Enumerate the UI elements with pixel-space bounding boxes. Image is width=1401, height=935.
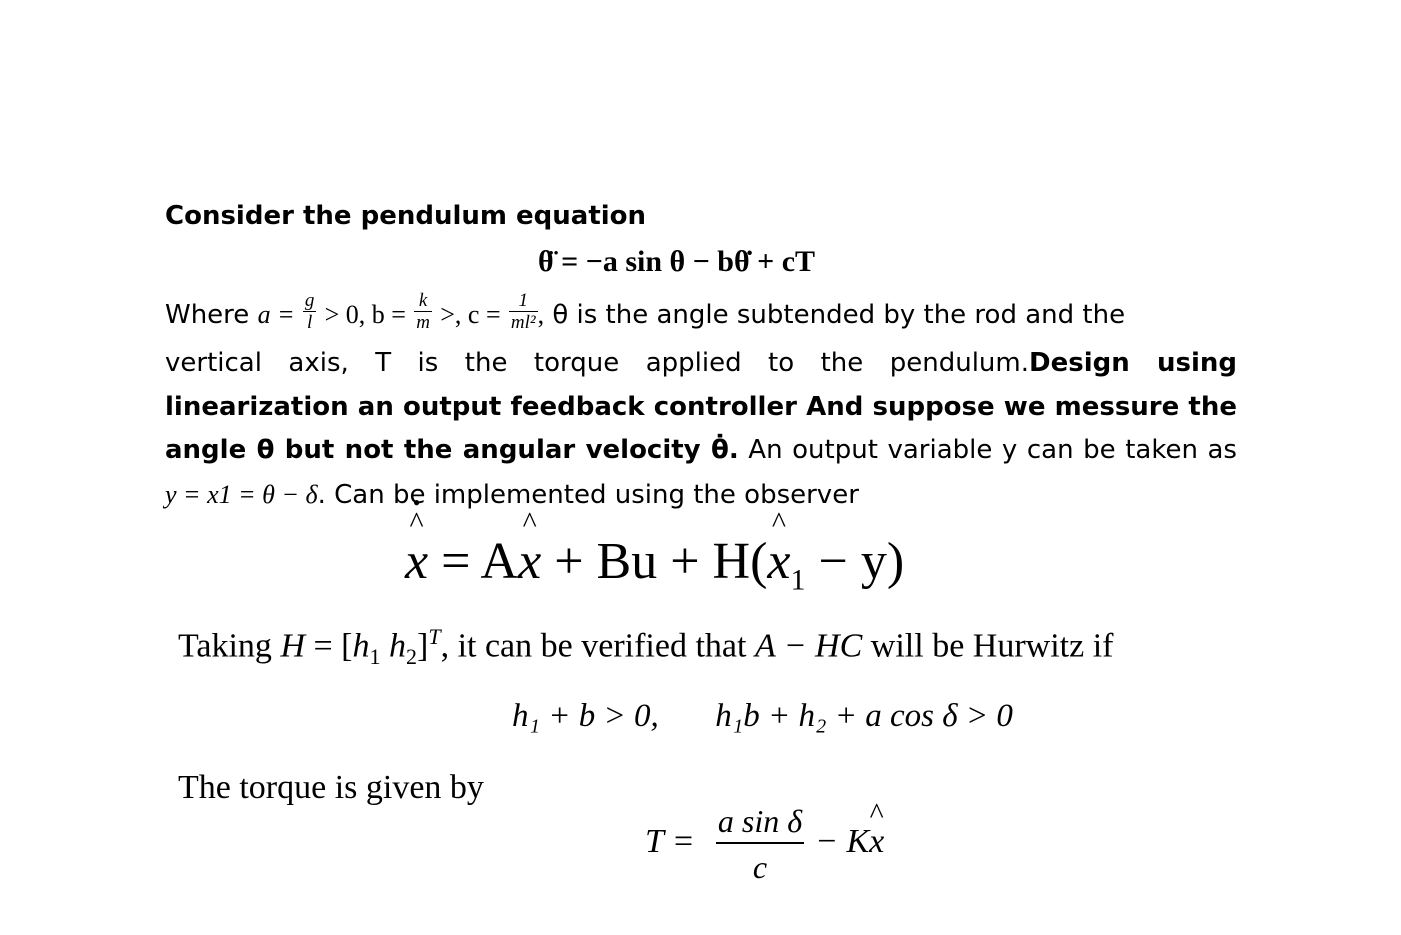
a-def: a = xyxy=(257,300,295,329)
paragraph-text-1: vertical axis, T is the torque applied to the pendulum. xyxy=(165,348,1029,378)
torque-fraction xyxy=(712,802,808,884)
torque-numerator: a sin δ xyxy=(717,803,803,839)
torque-denominator: c xyxy=(752,849,768,885)
a-fraction xyxy=(303,291,317,334)
taking-eq: = [ xyxy=(305,627,353,665)
theta-description: θ is the angle subtended by the rod and the xyxy=(544,300,1126,330)
problem-paragraph xyxy=(165,342,1237,517)
x-hat: ^ x xyxy=(518,532,541,591)
x1-hat: ^ x xyxy=(767,532,790,591)
observer-rhs-1: = A xyxy=(428,533,519,590)
b-denominator: m xyxy=(416,312,430,333)
condition-2: h₁b + h₂ + a cos δ > 0 xyxy=(715,698,1013,734)
x-hat-dot: ^ x • xyxy=(405,532,428,591)
c-numerator: 1 xyxy=(509,291,538,312)
fraction-bar xyxy=(716,842,804,844)
taking-h2: h xyxy=(380,627,406,665)
paragraph-text-2: An output variable y can be taken as xyxy=(738,435,1237,465)
hurwitz-statement xyxy=(178,624,1113,670)
c-denominator: ml² xyxy=(510,312,536,333)
a-numerator: g xyxy=(304,290,315,311)
a-denominator: l xyxy=(306,312,313,333)
taking-text: Taking xyxy=(178,627,281,665)
taking-H: H xyxy=(280,627,305,665)
paragraph-bold-task: Design using linearization an output feedback controller And suppose we messure the angle θ but not the angular velocity θ̇. xyxy=(165,348,1237,465)
torque-minus-K: − K xyxy=(815,823,870,860)
taking-close: ] xyxy=(417,627,429,665)
b-numerator: k xyxy=(414,291,432,312)
observer-equation xyxy=(405,532,904,597)
taking-end: will be Hurwitz if xyxy=(862,627,1114,665)
where-line xyxy=(165,290,1126,337)
pendulum-equation-text: θ̈ = −a sin θ − bθ̇ + cT xyxy=(538,245,816,278)
observer-rhs-2: + Bu + H( xyxy=(541,533,768,590)
taking-h1: h xyxy=(352,627,370,665)
observer-rhs-3: − y) xyxy=(805,533,905,590)
c-comma: , xyxy=(537,300,545,329)
taking-h1-sub: 1 xyxy=(369,644,381,670)
hurwitz-conditions xyxy=(512,698,1013,735)
torque-lhs: T = xyxy=(645,823,695,860)
pendulum-equation xyxy=(538,245,815,279)
taking-h2-sub: 2 xyxy=(406,644,417,670)
c-def: >, c = xyxy=(440,300,501,329)
c-fraction xyxy=(509,291,538,334)
paragraph-text-3: . Can be implemented using the observer xyxy=(317,479,859,510)
b-def: > 0, b = xyxy=(324,300,406,329)
torque-label: The torque is given by xyxy=(178,769,484,806)
condition-1: h₁ + b > 0, xyxy=(512,698,659,734)
where-prefix: Where xyxy=(165,300,250,330)
heading: Consider the pendulum equation xyxy=(165,201,647,231)
torque-rhs xyxy=(815,823,884,861)
torque-x-hat: ^ x xyxy=(869,823,884,861)
b-fraction xyxy=(414,291,432,334)
taking-transpose: T xyxy=(428,624,441,649)
output-variable-equation: y = x1 = θ − δ xyxy=(165,479,318,509)
taking-mid: , it can be verified that xyxy=(440,627,755,665)
x1-subscript: 1 xyxy=(790,563,806,597)
taking-A-HC: A − HC xyxy=(754,627,863,665)
